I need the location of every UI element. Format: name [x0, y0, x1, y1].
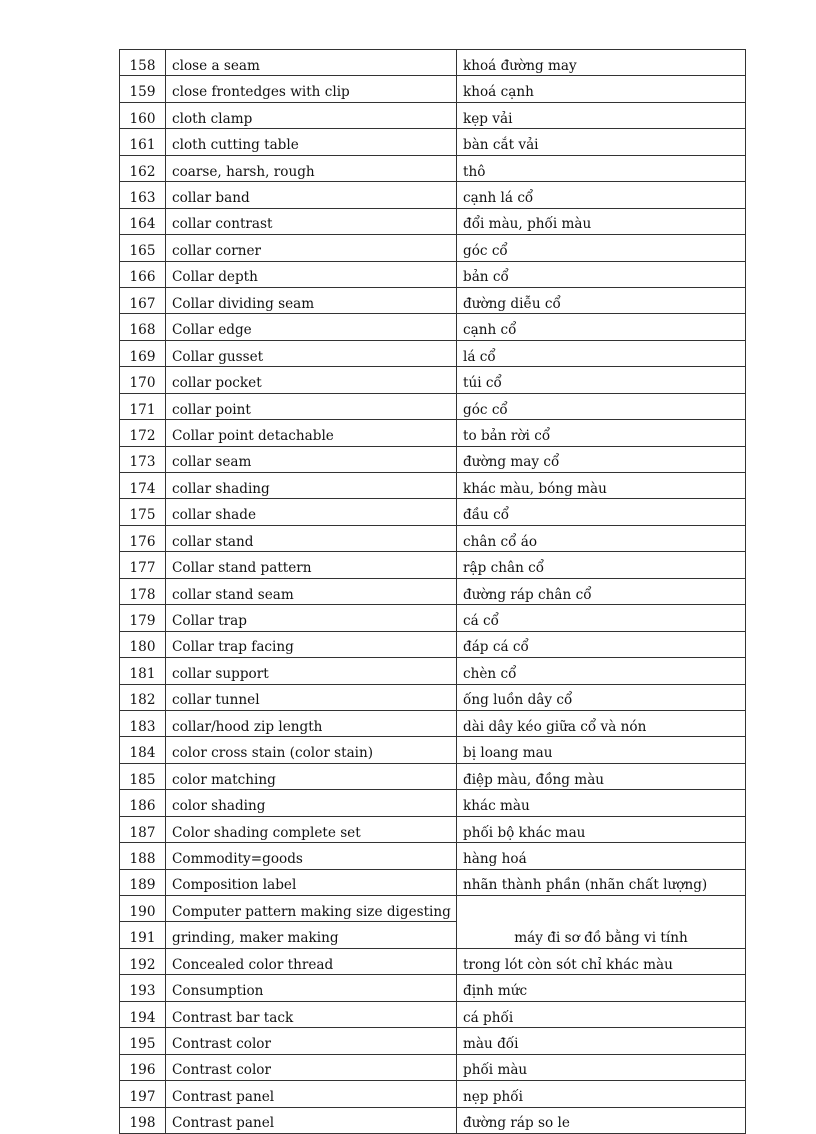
english-term: collar band [166, 182, 457, 208]
vietnamese-term: định mức [457, 975, 746, 1001]
table-row [120, 473, 746, 499]
table-row [120, 235, 746, 261]
table-row [120, 578, 746, 604]
table-row [120, 896, 746, 922]
row-number: 176 [120, 525, 166, 551]
table-row [120, 499, 746, 525]
vietnamese-term: bàn cắt vải [457, 129, 746, 155]
row-number: 166 [120, 261, 166, 287]
vietnamese-term: đường diễu cổ [457, 287, 746, 313]
vietnamese-term: khoá đường may [457, 50, 746, 76]
english-term: Commodity=goods [166, 843, 457, 869]
table-row [120, 129, 746, 155]
english-term: Contrast panel [166, 1107, 457, 1133]
vietnamese-term: hàng hoá [457, 843, 746, 869]
row-number: 170 [120, 367, 166, 393]
vietnamese-term: bị loang mau [457, 737, 746, 763]
row-number: 160 [120, 102, 166, 128]
row-number: 167 [120, 287, 166, 313]
table-row [120, 605, 746, 631]
table-row [120, 393, 746, 419]
row-number: 183 [120, 710, 166, 736]
english-term: collar corner [166, 235, 457, 261]
english-term: collar stand seam [166, 578, 457, 604]
english-term: Collar trap [166, 605, 457, 631]
table-row [120, 525, 746, 551]
table-row [120, 50, 746, 76]
row-number: 159 [120, 76, 166, 102]
row-number: 174 [120, 473, 166, 499]
english-term: Collar trap facing [166, 631, 457, 657]
english-term: Contrast panel [166, 1081, 457, 1107]
english-term: Contrast color [166, 1028, 457, 1054]
english-term: color shading [166, 790, 457, 816]
english-term: collar shade [166, 499, 457, 525]
row-number: 162 [120, 155, 166, 181]
vietnamese-term: trong lót còn sót chỉ khác màu [457, 948, 746, 974]
english-term: Contrast color [166, 1054, 457, 1080]
row-number: 186 [120, 790, 166, 816]
vietnamese-term: bản cổ [457, 261, 746, 287]
vietnamese-term: điệp màu, đồng màu [457, 763, 746, 789]
vietnamese-term: cá cổ [457, 605, 746, 631]
english-term: collar tunnel [166, 684, 457, 710]
table-row [120, 314, 746, 340]
english-term: collar contrast [166, 208, 457, 234]
english-term: collar pocket [166, 367, 457, 393]
english-term: collar/hood zip length [166, 710, 457, 736]
table-row [120, 1028, 746, 1054]
vietnamese-term: chân cổ áo [457, 525, 746, 551]
table-row [120, 1081, 746, 1107]
row-number: 184 [120, 737, 166, 763]
row-number: 185 [120, 763, 166, 789]
row-number: 168 [120, 314, 166, 340]
table-row [120, 975, 746, 1001]
table-row [120, 76, 746, 102]
row-number: 161 [120, 129, 166, 155]
vietnamese-term: thô [457, 155, 746, 181]
english-term: collar support [166, 658, 457, 684]
row-number: 169 [120, 340, 166, 366]
english-term: collar stand [166, 525, 457, 551]
table-row [120, 552, 746, 578]
vietnamese-term: to bản rời cổ [457, 420, 746, 446]
vietnamese-term: máy đi sơ đồ bằng vi tính [457, 896, 746, 949]
row-number: 175 [120, 499, 166, 525]
row-number: 181 [120, 658, 166, 684]
vietnamese-term: đầu cổ [457, 499, 746, 525]
vietnamese-term: cạnh lá cổ [457, 182, 746, 208]
english-term: close frontedges with clip [166, 76, 457, 102]
row-number: 187 [120, 816, 166, 842]
table-row [120, 208, 746, 234]
english-term: cloth clamp [166, 102, 457, 128]
english-term: Contrast bar tack [166, 1001, 457, 1027]
vietnamese-term: góc cổ [457, 235, 746, 261]
table-row [120, 1107, 746, 1133]
english-term: cloth cutting table [166, 129, 457, 155]
vietnamese-term: khác màu [457, 790, 746, 816]
table-row [120, 155, 746, 181]
english-term: Collar dividing seam [166, 287, 457, 313]
row-number: 158 [120, 50, 166, 76]
table-row [120, 710, 746, 736]
english-term: Collar point detachable [166, 420, 457, 446]
english-term: color cross stain (color stain) [166, 737, 457, 763]
row-number: 182 [120, 684, 166, 710]
table-row [120, 261, 746, 287]
vietnamese-term: dài dây kéo giữa cổ và nón [457, 710, 746, 736]
table-row [120, 182, 746, 208]
vietnamese-term: kẹp vải [457, 102, 746, 128]
table-row [120, 816, 746, 842]
vietnamese-term: cạnh cổ [457, 314, 746, 340]
english-term: Collar gusset [166, 340, 457, 366]
table-row [120, 367, 746, 393]
vietnamese-term: khác màu, bóng màu [457, 473, 746, 499]
vietnamese-term: phối bộ khác mau [457, 816, 746, 842]
table-row [120, 684, 746, 710]
english-term: grinding, maker making [166, 922, 457, 948]
vietnamese-term: đường ráp chân cổ [457, 578, 746, 604]
row-number: 165 [120, 235, 166, 261]
table-row [120, 763, 746, 789]
row-number: 177 [120, 552, 166, 578]
english-term: color matching [166, 763, 457, 789]
table-row [120, 631, 746, 657]
row-number: 193 [120, 975, 166, 1001]
vietnamese-term: nẹp phối [457, 1081, 746, 1107]
table-row [120, 843, 746, 869]
table-row [120, 287, 746, 313]
vietnamese-term: đường may cổ [457, 446, 746, 472]
row-number: 180 [120, 631, 166, 657]
row-number: 171 [120, 393, 166, 419]
row-number: 189 [120, 869, 166, 895]
row-number: 191 [120, 922, 166, 948]
row-number: 178 [120, 578, 166, 604]
english-term: collar shading [166, 473, 457, 499]
table-row [120, 420, 746, 446]
row-number: 197 [120, 1081, 166, 1107]
row-number: 164 [120, 208, 166, 234]
glossary-table [119, 49, 746, 1134]
table-row [120, 340, 746, 366]
glossary-table-body [120, 50, 746, 1134]
english-term: collar seam [166, 446, 457, 472]
row-number: 172 [120, 420, 166, 446]
english-term: collar point [166, 393, 457, 419]
table-row [120, 658, 746, 684]
table-row [120, 102, 746, 128]
table-row [120, 446, 746, 472]
table-row [120, 737, 746, 763]
vietnamese-term: rập chân cổ [457, 552, 746, 578]
row-number: 188 [120, 843, 166, 869]
row-number: 196 [120, 1054, 166, 1080]
row-number: 163 [120, 182, 166, 208]
vietnamese-term: đổi màu, phối màu [457, 208, 746, 234]
english-term: coarse, harsh, rough [166, 155, 457, 181]
vietnamese-term: khoá cạnh [457, 76, 746, 102]
english-term: Computer pattern making size digesting [166, 896, 457, 922]
row-number: 198 [120, 1107, 166, 1133]
vietnamese-term: cá phối [457, 1001, 746, 1027]
row-number: 195 [120, 1028, 166, 1054]
english-term: Color shading complete set [166, 816, 457, 842]
vietnamese-term: nhãn thành phần (nhãn chất lượng) [457, 869, 746, 895]
row-number: 173 [120, 446, 166, 472]
english-term: close a seam [166, 50, 457, 76]
english-term: Consumption [166, 975, 457, 1001]
row-number: 194 [120, 1001, 166, 1027]
english-term: Collar stand pattern [166, 552, 457, 578]
table-row [120, 948, 746, 974]
table-row [120, 869, 746, 895]
vietnamese-term: màu đối [457, 1028, 746, 1054]
english-term: Collar edge [166, 314, 457, 340]
table-row [120, 1001, 746, 1027]
row-number: 179 [120, 605, 166, 631]
table-row [120, 1054, 746, 1080]
vietnamese-term: góc cổ [457, 393, 746, 419]
vietnamese-term: túi cổ [457, 367, 746, 393]
row-number: 190 [120, 896, 166, 922]
vietnamese-term: đường ráp so le [457, 1107, 746, 1133]
english-term: Composition label [166, 869, 457, 895]
vietnamese-term: đáp cá cổ [457, 631, 746, 657]
vietnamese-term: phối màu [457, 1054, 746, 1080]
english-term: Concealed color thread [166, 948, 457, 974]
vietnamese-term: lá cổ [457, 340, 746, 366]
row-number: 192 [120, 948, 166, 974]
vietnamese-term: chèn cổ [457, 658, 746, 684]
table-row [120, 790, 746, 816]
english-term: Collar depth [166, 261, 457, 287]
vietnamese-term: ống luồn dây cổ [457, 684, 746, 710]
